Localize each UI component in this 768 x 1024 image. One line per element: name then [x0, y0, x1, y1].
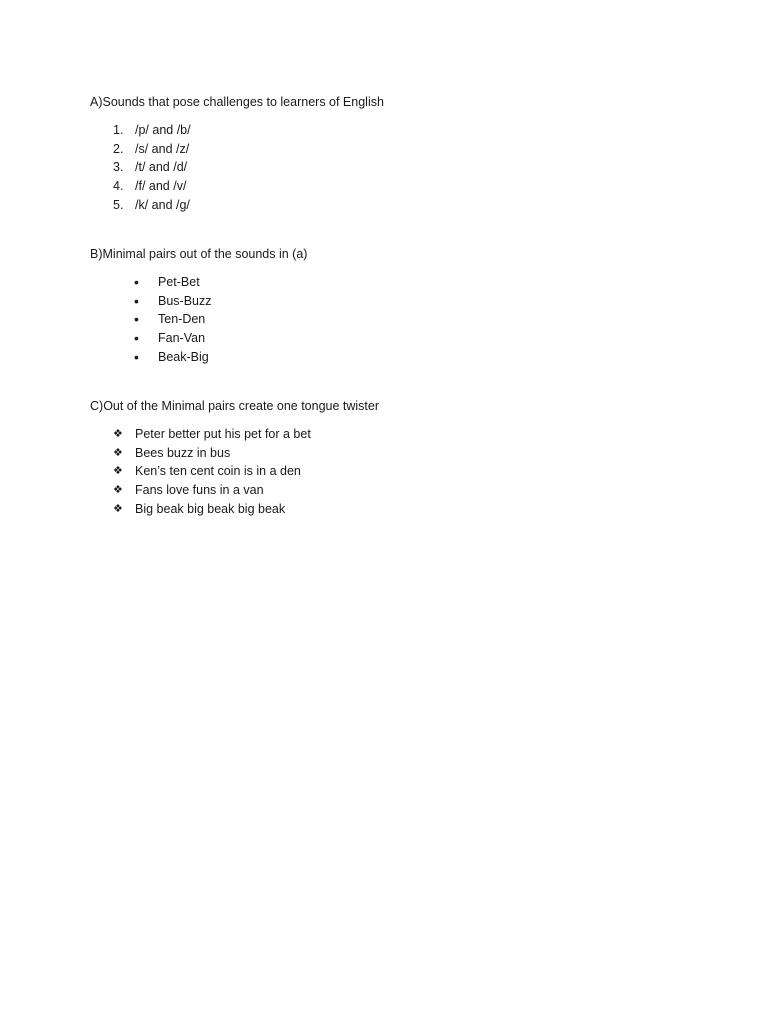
list-item [90, 273, 690, 292]
list-item-text: Big beak big beak big beak [135, 501, 286, 516]
diamond-bullet-icon: ❖ [113, 446, 123, 459]
list-item [90, 348, 690, 367]
diamond-bullet-icon: ❖ [113, 428, 123, 440]
list-item [90, 158, 690, 177]
list-item-text: Ten-Den [158, 312, 206, 327]
section-c-list [90, 425, 690, 518]
bullet-icon: • [134, 311, 139, 328]
list-item-text: Peter better put his pet for a bet [135, 427, 311, 441]
list-number: 2. [113, 141, 124, 156]
list-item-text: Beak-Big [158, 349, 209, 364]
bullet-icon: • [134, 274, 139, 290]
section-c-heading: C)Out of the Minimal pairs create one tongue twister [90, 399, 380, 413]
list-item-text: Pet-Bet [158, 275, 200, 289]
list-item [90, 310, 690, 329]
list-item-text: /k/ and /g/ [135, 197, 190, 212]
list-item [90, 444, 690, 463]
list-item [90, 425, 690, 444]
section-a [90, 93, 690, 214]
section-b-list [90, 273, 690, 366]
diamond-bullet-icon: ❖ [113, 484, 123, 497]
bullet-icon: • [134, 348, 139, 365]
section-b [90, 245, 690, 366]
list-number: 1. [113, 123, 124, 137]
list-item-text: /f/ and /v/ [135, 179, 187, 194]
list-item-text: /t/ and /d/ [135, 160, 188, 175]
list-number: 4. [113, 179, 124, 194]
diamond-bullet-icon: ❖ [113, 465, 123, 478]
list-item-text: /p/ and /b/ [135, 123, 191, 137]
bullet-icon: • [134, 292, 139, 309]
list-item [90, 196, 690, 215]
list-item [90, 177, 690, 196]
list-item [90, 292, 690, 311]
bullet-icon: • [134, 330, 139, 347]
list-item [90, 481, 690, 500]
list-item [90, 329, 690, 348]
list-item-text: Bees buzz in bus [135, 445, 231, 460]
list-item-text: Fan-Van [158, 331, 206, 346]
list-item-text: Fans love funs in a van [135, 483, 264, 498]
list-item [90, 121, 690, 140]
list-item [90, 140, 690, 159]
section-a-list [90, 121, 690, 214]
list-number: 3. [113, 160, 124, 175]
list-item [90, 462, 690, 481]
list-item-text: /s/ and /z/ [135, 141, 190, 156]
list-item-text: Ken’s ten cent coin is in a den [135, 464, 301, 479]
section-b-heading: B)Minimal pairs out of the sounds in (a) [90, 247, 308, 261]
list-number: 5. [113, 197, 124, 212]
list-item-text: Bus-Buzz [158, 293, 212, 308]
section-a-heading: A)Sounds that pose challenges to learners of English [90, 95, 384, 109]
section-c [90, 397, 690, 518]
diamond-bullet-icon: ❖ [113, 502, 123, 515]
list-item [90, 500, 690, 519]
